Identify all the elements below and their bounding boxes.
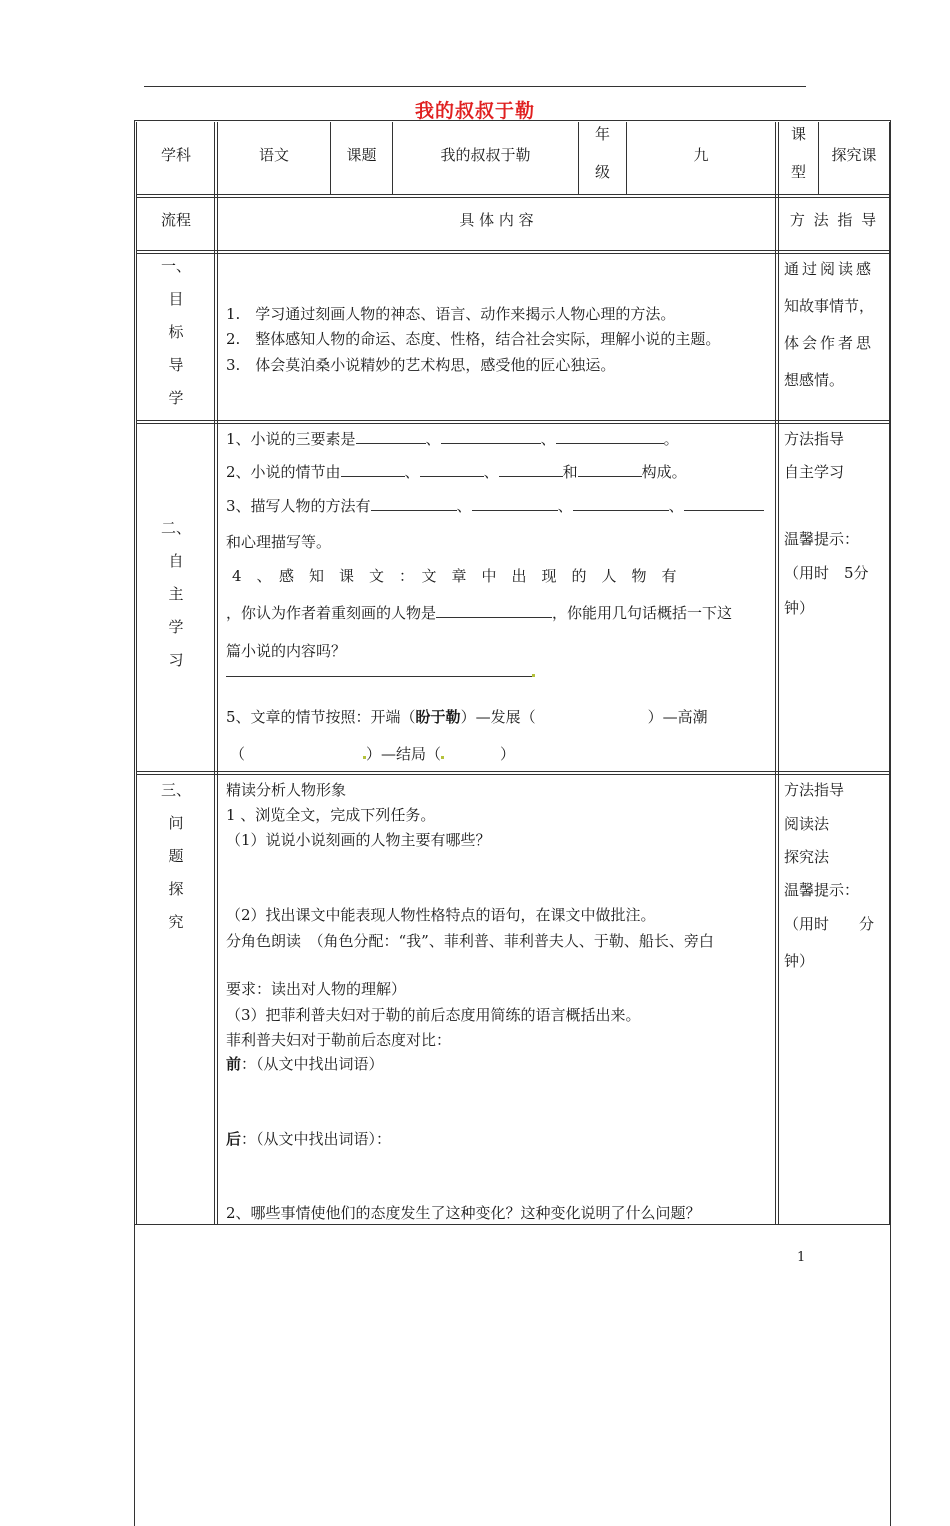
after-attitude: 后：（从文中找出词语）： xyxy=(226,1130,392,1148)
type-label-top: 课 xyxy=(790,125,806,143)
section2-method-5: 钟） xyxy=(784,599,815,617)
answer-blank[interactable] xyxy=(420,462,484,477)
task-1-1: （1）说说小说刻画的人物主要有哪些？ xyxy=(226,831,491,849)
method-label: 方 法 指 导 xyxy=(789,211,879,229)
question-4-answer xyxy=(226,662,535,681)
section3-method-1: 方法指导 xyxy=(784,781,845,799)
section2-method-4: （用时 5分 xyxy=(784,564,869,582)
subject-value: 语文 xyxy=(258,146,289,164)
task-1: 1 、浏览全文，完成下列任务。 xyxy=(226,806,436,824)
page-number: 1 xyxy=(797,1250,806,1265)
question-4-b: ，你认为作者着重刻画的人物是 ，你能用几句话概括一下这 xyxy=(226,604,733,622)
question-1: 1、小说的三要素是 、 、 。 xyxy=(226,430,679,448)
question-3: 3、描写人物的方法有 、 、 、 xyxy=(226,495,764,516)
marker-dot xyxy=(532,674,535,677)
answer-blank[interactable] xyxy=(684,496,764,511)
section3-method-5: （用时 分 xyxy=(784,915,875,933)
question-4-c: 篇小说的内容吗？ xyxy=(226,642,347,660)
header-rule xyxy=(144,86,806,87)
section1-method-2: 知故事情节， xyxy=(784,297,875,315)
grade-label-bottom: 级 xyxy=(594,163,610,181)
answer-blank[interactable] xyxy=(578,462,642,477)
section3-method-6: 钟） xyxy=(784,952,815,970)
question-5-a: 5、文章的情节按照：开端（盼于勒）—发展（ ）—高潮 xyxy=(226,708,708,726)
answer-blank[interactable] xyxy=(341,462,405,477)
attitude-compare: 菲利普夫妇对于勒前后态度对比： xyxy=(226,1031,452,1049)
section2-label: 二、 自 主 学 习 xyxy=(160,519,191,669)
section1-method-1: 通过阅读感 xyxy=(784,260,875,278)
page-title: 我的叔叔于勒 xyxy=(414,100,535,122)
section2-method-1: 方法指导 xyxy=(784,430,845,448)
answer-blank[interactable] xyxy=(226,662,532,677)
task-2: 2、哪些事情使他们的态度发生了这种变化？这种变化说明了什么问题？ xyxy=(226,1204,701,1222)
section2-method-2: 自主学习 xyxy=(784,463,845,481)
task-1-3: （3）把菲利普夫妇对于勒的前后态度用简练的语言概括出来。 xyxy=(226,1006,641,1024)
section1-method-4: 想感情。 xyxy=(784,371,845,389)
content-label: 具 体 内 容 xyxy=(459,211,534,229)
answer-blank[interactable] xyxy=(472,496,558,511)
flow-label: 流程 xyxy=(160,211,191,229)
topic-label: 课题 xyxy=(346,146,377,164)
answer-blank[interactable] xyxy=(356,429,426,444)
type-value: 探究课 xyxy=(831,146,877,164)
section3-label: 三、 问 题 探 究 xyxy=(160,781,191,931)
section1-method-3: 体会作者思 xyxy=(784,334,875,352)
question-4-a: 4 、 感 知 课 文 ： 文 章 中 出 现 的 人 物 有 xyxy=(232,567,677,585)
section3-method-4: 温馨提示： xyxy=(784,881,860,899)
marker-dot xyxy=(441,756,444,759)
subject-label: 学科 xyxy=(160,146,191,164)
answer-blank[interactable] xyxy=(441,429,541,444)
objective-2: 2. 整体感知人物的命运、态度、性格，结合社会实际，理解小说的主题。 xyxy=(226,330,721,348)
objective-3: 3. 体会莫泊桑小说精妙的艺术构思，感受他的匠心独运。 xyxy=(226,356,616,374)
answer-blank[interactable] xyxy=(371,496,457,511)
section1-label: 一、 目 标 导 学 xyxy=(160,257,191,407)
answer-blank[interactable] xyxy=(556,429,664,444)
question-3-cont: 和心理描写等。 xyxy=(226,533,332,551)
topic-value: 我的叔叔于勒 xyxy=(440,146,531,164)
grade-value: 九 xyxy=(693,146,709,164)
question-2: 2、小说的情节由 、 、 和 构成。 xyxy=(226,463,687,481)
section2-method-3: 温馨提示： xyxy=(784,530,860,548)
answer-blank[interactable] xyxy=(573,496,669,511)
section3-method-3: 探究法 xyxy=(784,848,830,866)
section3-method-2: 阅读法 xyxy=(784,815,830,833)
answer-blank[interactable] xyxy=(436,603,552,618)
question-5-b: （ ）—结局（ ） xyxy=(230,745,516,763)
task-1-2: （2）找出课文中能表现人物性格特点的语句，在课文中做批注。 xyxy=(226,906,656,924)
objective-1: 1. 学习通过刻画人物的神态、语言、动作来揭示人物心理的方法。 xyxy=(226,305,676,323)
before-attitude: 前：（从文中找出词语） xyxy=(226,1055,384,1073)
section3-heading: 精读分析人物形象 xyxy=(226,781,347,799)
type-label-bottom: 型 xyxy=(790,163,806,181)
role-requirement: 要求：读出对人物的理解） xyxy=(226,980,407,998)
grade-label-top: 年 xyxy=(594,125,610,143)
answer-blank[interactable] xyxy=(499,462,563,477)
role-reading: 分角色朗读 （角色分配：“我”、菲利普、菲利普夫人、于勒、船长、旁白 xyxy=(226,932,714,950)
